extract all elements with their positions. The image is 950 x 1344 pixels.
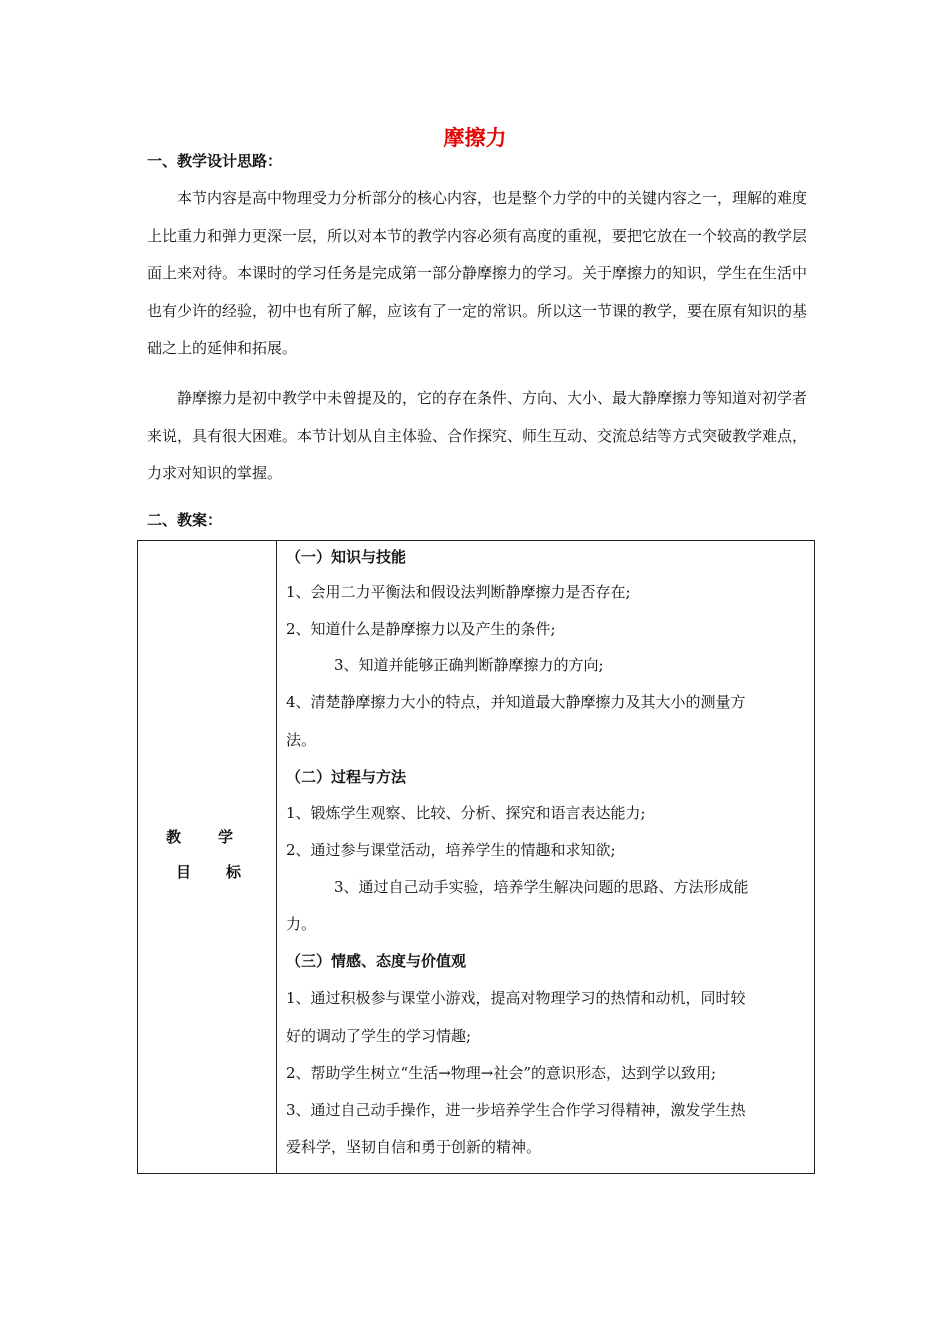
row-label-char: 目 xyxy=(176,863,192,881)
goal-item: 1、会用二力平衡法和假设法判断静摩擦力是否存在; xyxy=(286,583,631,601)
goal-item-continued: 好的调动了学生的学习情趣; xyxy=(286,1027,472,1045)
section-heading-design: 一、教学设计思路： xyxy=(147,152,283,170)
document-title: 摩擦力 xyxy=(443,126,507,150)
goal-item: 3、通过自己动手操作，进一步培养学生合作学习得精神，激发学生热 xyxy=(286,1101,746,1119)
lesson-plan-table xyxy=(137,540,815,1174)
table-column-divider xyxy=(276,541,277,1173)
goal-item-continued: 法。 xyxy=(286,731,317,749)
subsection-heading: （二）过程与方法 xyxy=(286,768,407,786)
goal-item-continued: 爱科学，坚韧自信和勇于创新的精神。 xyxy=(286,1138,542,1156)
subsection-heading: （一）知识与技能 xyxy=(286,548,407,566)
row-label-char: 教 xyxy=(166,828,182,846)
row-label-char: 学 xyxy=(218,828,234,846)
goal-item: 2、帮助学生树立“生活→物理→社会”的意识形态，达到学以致用; xyxy=(286,1064,717,1082)
section-heading-lesson-plan: 二、教案： xyxy=(147,511,223,529)
goal-item: 3、通过自己动手实验，培养学生解决问题的思路、方法形成能 xyxy=(334,878,749,896)
subsection-heading: （三）情感、态度与价值观 xyxy=(286,952,467,970)
goal-item: 2、知道什么是静摩擦力以及产生的条件; xyxy=(286,620,556,638)
goal-item: 3、知道并能够正确判断静摩擦力的方向; xyxy=(334,656,604,674)
goal-item: 2、通过参与课堂活动，培养学生的情趣和求知欲; xyxy=(286,841,616,859)
paragraph-design-1: 本节内容是高中物理受力分析部分的核心内容，也是整个力学的中的关键内容之一，理解的难度上比重力和弹力更深一层，所以对本节的教学内容必须有高度的重视，要把它放在一个较高的教学层面上来对待。本课时的学习任务是完成第一部分静摩擦力的学习。关于摩擦力的知识，学生在生活中也有少许的经验，初中也有所了解，应该有了一定的常识。所以这一节课的教学，要在原有知识的基础之上的延伸和拓展。 xyxy=(147,189,808,357)
goal-item: 1、通过积极参与课堂小游戏，提高对物理学习的热情和动机，同时较 xyxy=(286,989,746,1007)
goal-item: 1、锻炼学生观察、比较、分析、探究和语言表达能力; xyxy=(286,804,646,822)
row-label-char: 标 xyxy=(226,863,242,881)
goal-item-continued: 力。 xyxy=(286,915,317,933)
goal-item: 4、清楚静摩擦力大小的特点，并知道最大静摩擦力及其大小的测量方 xyxy=(286,693,746,711)
paragraph-design-2: 静摩擦力是初中教学中未曾提及的，它的存在条件、方向、大小、最大静摩擦力等知道对初学者来说，具有很大困难。本节计划从自主体验、合作探究、师生互动、交流总结等方式突破教学难点，力求对知识的掌握。 xyxy=(147,389,808,482)
